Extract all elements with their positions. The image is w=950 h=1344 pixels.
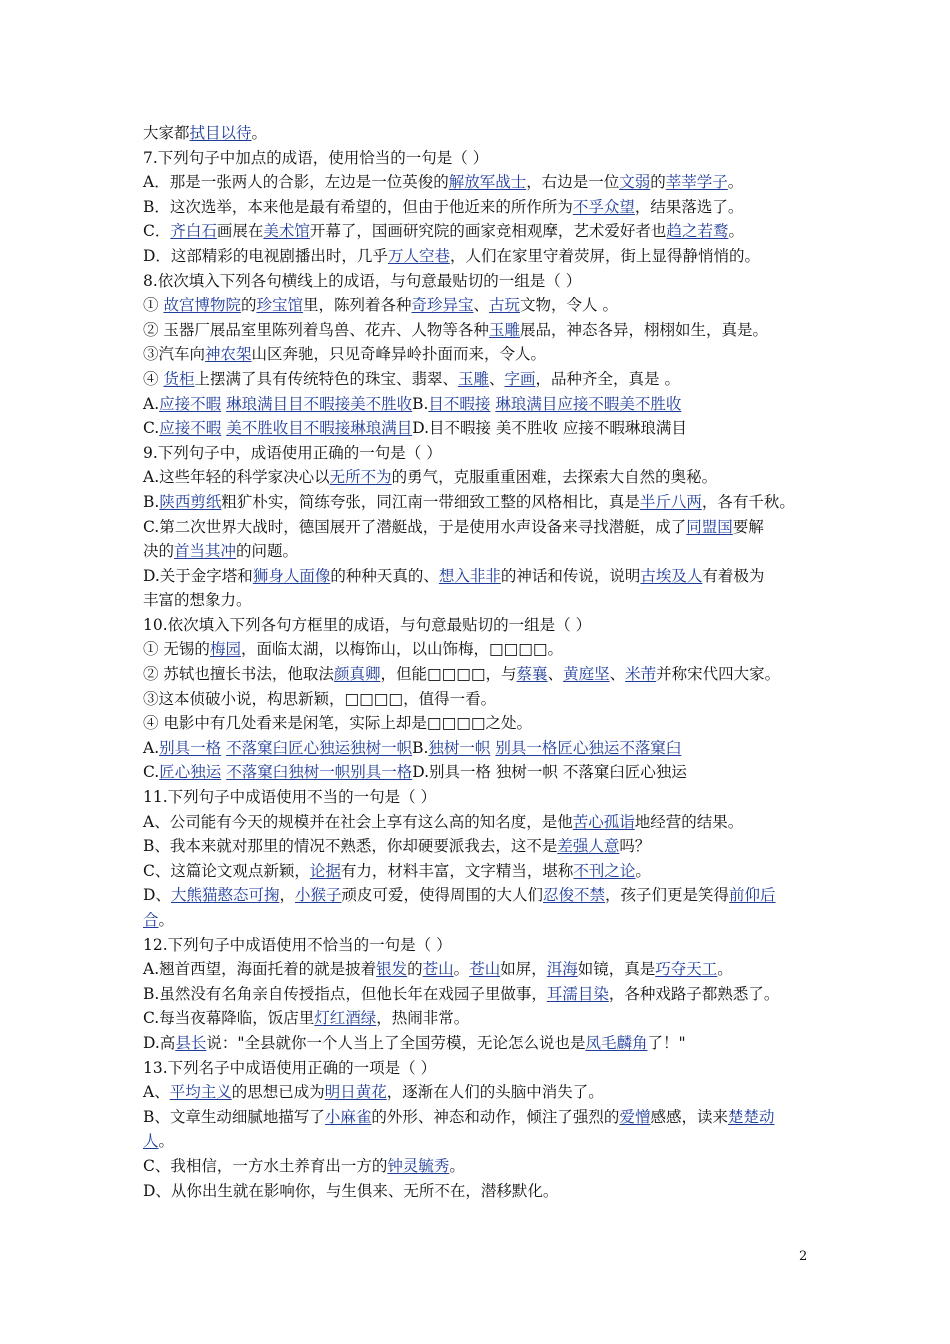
hyperlink[interactable]: 梅园	[209, 640, 241, 659]
page-number: 2	[799, 1249, 808, 1264]
text-segment: 的	[240, 296, 257, 315]
hyperlink[interactable]: 目不暇接	[428, 394, 491, 413]
text-segment: 8.依次填入下列各句横线上的成语，与句意最贴切的一组是（ ）	[143, 271, 582, 290]
hyperlink[interactable]: 字画	[504, 369, 536, 388]
hyperlink[interactable]: 县长	[175, 1033, 207, 1052]
text-segment: B、文章生动细腻地描写了	[143, 1107, 325, 1126]
text-segment: 。	[251, 124, 268, 142]
text-segment: 。	[158, 1132, 175, 1151]
text-segment: 展品，神态各异，栩栩如生，真是。	[519, 320, 768, 339]
text-segment: B.	[412, 394, 429, 413]
text-line	[143, 367, 823, 392]
hyperlink[interactable]: 苍山	[422, 960, 454, 979]
text-segment: ① 无锡的	[143, 640, 210, 659]
text-line	[143, 1080, 823, 1105]
text-segment: ，各种戏路子都熟悉了。	[608, 984, 780, 1003]
hyperlink[interactable]: 同盟国	[686, 517, 733, 536]
hyperlink[interactable]: 半斤八两	[639, 492, 702, 511]
text-line	[143, 465, 823, 490]
text-line	[143, 515, 823, 540]
text-line	[143, 982, 823, 1007]
text-line	[143, 1056, 823, 1081]
text-segment: 12.下列句子中成语使用不恰当的一句是（ ）	[143, 935, 452, 954]
text-segment: C.每当夜幕降临，饭店里	[143, 1009, 315, 1028]
text-segment: 的外形、神态和动作，倾注了强烈的	[371, 1107, 620, 1126]
text-segment: C、这篇论文观点新颖，	[143, 861, 310, 880]
text-segment: 的勇气，克服重重困难，去探索大自然的奥秘。	[391, 468, 718, 487]
text-line	[143, 146, 823, 171]
text-segment: 10.依次填入下列各句方框里的成语，与句意最贴切的一组是（ ）	[143, 615, 592, 634]
text-segment: 。	[453, 960, 470, 979]
text-line	[143, 392, 823, 417]
hyperlink[interactable]: 古玩	[489, 296, 521, 315]
hyperlink[interactable]: 别具一格匠心独运不落窠臼	[495, 738, 682, 757]
text-line	[143, 834, 823, 859]
text-segment: 的	[650, 173, 666, 192]
hyperlink[interactable]: 明日黄花	[324, 1083, 387, 1102]
text-line	[143, 736, 823, 761]
hyperlink[interactable]: 黄庭坚	[563, 665, 610, 684]
text-segment: ，但能□□□□，与	[380, 665, 517, 684]
text-segment: 。	[717, 960, 733, 979]
hyperlink[interactable]: 论据	[309, 861, 341, 880]
text-segment: B.虽然没有名角亲自传授指点，但他长年在戏园子里做事，	[143, 984, 547, 1003]
hyperlink[interactable]: 狮身人面像	[252, 566, 331, 585]
text-line	[143, 416, 823, 441]
text-segment: 丰富的想象力。	[143, 591, 252, 610]
hyperlink[interactable]: 齐白石	[170, 222, 217, 241]
hyperlink[interactable]: 洱海	[546, 960, 578, 979]
hyperlink[interactable]: 解放军战士	[448, 173, 527, 192]
hyperlink[interactable]: 珍宝馆	[256, 296, 303, 315]
text-segment: ④ 电影中有几处看来是闲笔，实际上却是□□□□之处。	[143, 714, 533, 733]
text-segment: ，面临太湖，以梅饰山，以山饰梅，□□□□。	[240, 640, 564, 659]
text-line	[143, 908, 823, 933]
text-segment: 大家都	[143, 124, 190, 142]
text-segment: 。	[635, 861, 651, 880]
text-line	[143, 342, 823, 367]
hyperlink[interactable]: 不刊之论	[573, 861, 636, 880]
hyperlink[interactable]: 货柜	[163, 369, 195, 388]
text-segment: D、	[143, 886, 171, 905]
text-line	[143, 564, 823, 589]
hyperlink[interactable]: 莘莘学子	[665, 173, 728, 192]
hyperlink[interactable]: 爱憎	[619, 1107, 651, 1126]
hyperlink[interactable]: 苍山	[469, 960, 501, 979]
text-line	[143, 170, 823, 195]
text-segment: 吗？	[619, 837, 651, 856]
text-segment: 决的	[143, 542, 175, 561]
text-line	[143, 1006, 823, 1031]
text-line	[143, 1179, 823, 1204]
text-segment: A.翘首西望，海面托着的就是披着	[143, 960, 377, 979]
hyperlink[interactable]: 应接不暇	[159, 394, 222, 413]
hyperlink[interactable]: 奇珍异宝	[411, 296, 474, 315]
text-line	[143, 1105, 823, 1130]
text-segment: ①	[143, 296, 164, 315]
text-segment: C、我相信，一方水土养育出一方的	[143, 1156, 388, 1175]
text-segment: 山区奔驰，只见奇峰异岭扑面而来，令人。	[251, 345, 547, 364]
hyperlink[interactable]: 平均主义	[169, 1083, 232, 1102]
hyperlink[interactable]: 应接不暇	[159, 419, 222, 438]
hyperlink[interactable]: 古埃及人	[640, 566, 703, 585]
text-line	[143, 490, 823, 515]
hyperlink[interactable]: 美不胜收目不暇接琳琅满目	[226, 419, 413, 438]
text-line	[143, 957, 823, 982]
text-segment: 并称宋代四大家。	[656, 665, 781, 684]
text-line	[143, 121, 823, 146]
text-line	[143, 810, 823, 835]
text-segment: C．	[143, 222, 171, 241]
hyperlink[interactable]: 美术馆	[263, 222, 310, 241]
text-line	[143, 195, 823, 220]
text-segment: A．那是一张两人的合影，左边是一位英俊的	[143, 173, 449, 192]
text-segment: C.	[143, 763, 160, 782]
text-line	[143, 883, 823, 908]
text-segment: 的问题。	[236, 542, 299, 561]
hyperlink[interactable]: 首当其冲	[174, 542, 237, 561]
text-segment: 的	[407, 960, 423, 979]
hyperlink[interactable]: 合	[143, 911, 159, 929]
hyperlink[interactable]: 无所不为	[329, 468, 392, 487]
hyperlink[interactable]: 前仰后	[729, 886, 776, 905]
hyperlink[interactable]: 小猴子	[294, 886, 342, 905]
text-segment: C.第二次世界大战时，德国展开了潜艇战，于是使用水声设备来寻找潜艇，成了	[143, 517, 687, 536]
text-line	[143, 1154, 823, 1179]
hyperlink[interactable]: 不落窠臼独树一帜别具一格	[226, 763, 413, 782]
hyperlink[interactable]: 故宫博物院	[163, 296, 241, 315]
text-segment: 的思想已成为	[231, 1083, 325, 1102]
hyperlink[interactable]: 差强人意	[557, 837, 620, 856]
text-segment: 了！"	[647, 1033, 686, 1052]
text-segment: 感感，读来	[650, 1107, 728, 1126]
text-segment: A、	[143, 1083, 170, 1102]
text-line	[143, 539, 823, 564]
text-line	[143, 785, 823, 810]
hyperlink[interactable]: 琳琅满目目不暇接美不胜收	[226, 394, 413, 413]
text-segment: 如屏，	[500, 960, 547, 979]
text-segment: 顽皮可爱，使得周围的大人们	[341, 886, 543, 905]
text-line	[143, 933, 823, 958]
text-segment: ，品种齐全，真是 。	[535, 369, 680, 388]
text-segment: 文物，令人 。	[520, 296, 618, 315]
text-segment: 9.下列句子中，成语使用正确的一句是（ ）	[143, 443, 442, 462]
hyperlink[interactable]: 巧夺天工	[655, 960, 718, 979]
hyperlink[interactable]: 灯红酒绿	[314, 1009, 377, 1028]
text-segment: 。	[727, 173, 744, 192]
text-segment: ③这本侦破小说，构思新颖，□□□□，值得一看。	[143, 689, 497, 708]
text-segment: 11.下列句子中成语使用不当的一句是（ ）	[143, 788, 437, 807]
text-segment: ③汽车向	[143, 345, 206, 364]
text-segment: B.	[143, 492, 160, 511]
text-line	[143, 293, 823, 318]
hyperlink[interactable]: 万人空巷	[387, 246, 450, 265]
text-segment: 要解	[732, 517, 764, 536]
text-line	[143, 318, 823, 343]
hyperlink[interactable]: 神农架	[205, 345, 252, 364]
text-segment: D.高	[143, 1033, 176, 1052]
text-segment: ，孩子们更是笑得	[605, 886, 730, 905]
hyperlink[interactable]: 米芾	[625, 665, 657, 684]
text-segment: D.关于金字塔和	[143, 566, 253, 585]
text-segment: D、从你出生就在影响你，与生俱来、无所不在，潜移默化。	[143, 1181, 559, 1200]
text-segment: 。	[449, 1156, 465, 1175]
text-segment: 如镜，真是	[577, 960, 656, 979]
hyperlink[interactable]: 耳濡目染	[546, 984, 609, 1003]
hyperlink[interactable]: 别具一格	[159, 738, 222, 757]
text-segment: 、	[547, 665, 564, 684]
document-page	[143, 121, 823, 1203]
text-segment: 上摆满了具有传统特色的珠宝、翡翠、	[194, 369, 458, 388]
text-segment: ，逐渐在人们的头脑中消失了。	[386, 1083, 604, 1102]
text-line	[143, 760, 823, 785]
hyperlink[interactable]: 不孚众望	[572, 197, 635, 216]
text-segment: 说："全县就你一个人当上了全国劳模，无论怎么说也是	[206, 1033, 586, 1052]
hyperlink[interactable]: 玉雕	[457, 369, 489, 388]
text-line	[143, 687, 823, 712]
text-segment: B．这次选举，本来他是最有希望的，但由于他近来的所作所为	[143, 197, 573, 216]
text-segment: A、公司能有今天的规模并在社会上享有这么高的知名度，是他	[143, 812, 573, 831]
hyperlink[interactable]: 独树一帜	[428, 738, 491, 757]
text-segment: A.	[143, 394, 160, 413]
hyperlink[interactable]: 凤毛麟角	[585, 1033, 648, 1052]
text-segment: ，热闹非常。	[376, 1009, 470, 1028]
text-line	[143, 711, 823, 736]
text-segment: ④	[143, 369, 164, 388]
text-segment: ② 苏轼也擅长书法，他取法	[143, 665, 334, 684]
text-segment: D.别具一格 独树一帜 不落窠臼匠心独运	[412, 763, 687, 782]
text-line	[143, 441, 823, 466]
text-segment: A.	[143, 738, 160, 757]
text-segment: D.目不暇接 美不胜收 应接不暇琳琅满目	[412, 419, 687, 438]
hyperlink[interactable]: 颜真卿	[333, 665, 381, 684]
text-line	[143, 1031, 823, 1056]
hyperlink[interactable]: 大熊猫憨态可掬	[170, 886, 280, 905]
text-line	[143, 662, 823, 687]
text-segment: 画展在	[216, 222, 264, 241]
text-line	[143, 859, 823, 884]
text-segment: B.	[412, 738, 429, 757]
text-line	[143, 269, 823, 294]
hyperlink[interactable]: 匠心独运	[159, 763, 222, 782]
text-segment: 里，陈列着各种	[302, 296, 412, 315]
text-segment: B、我本来就对那里的情况不熟悉，你却硬要派我去，这不是	[143, 837, 558, 856]
text-segment: 的神话和传说，说明	[500, 566, 641, 585]
text-line	[143, 1129, 823, 1154]
hyperlink[interactable]: 苦心孤诣	[572, 812, 635, 831]
text-segment: 。	[728, 222, 744, 241]
text-segment: ，人们在家里守着荧屏，街上显得静悄悄的。	[449, 246, 760, 265]
hyperlink[interactable]: 文弱	[619, 173, 651, 192]
text-segment: ，右边是一位	[526, 173, 620, 192]
text-segment: 地经营的结果。	[634, 812, 744, 831]
text-segment: 、	[473, 296, 490, 315]
hyperlink[interactable]: 人	[143, 1132, 159, 1151]
text-line	[143, 244, 823, 269]
hyperlink[interactable]: 陕西剪纸	[159, 492, 222, 511]
hyperlink[interactable]: 琳琅满目应接不暇美不胜收	[495, 394, 682, 413]
text-segment: 7.下列句子中加点的成语，使用恰当的一句是（ ）	[143, 148, 489, 167]
text-segment: A.这些年轻的科学家决心以	[143, 468, 330, 487]
text-segment: 13.下列名子中成语使用正确的一项是（ ）	[143, 1058, 437, 1077]
text-line	[143, 613, 823, 638]
hyperlink[interactable]: 忍俊不禁	[543, 886, 606, 905]
hyperlink[interactable]: 楚楚动	[727, 1107, 775, 1126]
text-segment: C.	[143, 419, 160, 438]
hyperlink[interactable]: 钟灵毓秀	[387, 1156, 450, 1175]
text-segment: 的种种天真的、	[330, 566, 439, 585]
text-segment: 、	[609, 665, 626, 684]
text-segment: 有着极为	[702, 566, 765, 585]
text-line	[143, 219, 823, 244]
hyperlink[interactable]: 银发	[376, 960, 408, 979]
text-segment: 开幕了，国画研究院的画家竞相观摩，艺术爱好者也	[309, 222, 667, 241]
text-line	[143, 588, 823, 613]
hyperlink[interactable]: 玉雕	[488, 320, 520, 339]
text-segment: ，	[279, 886, 295, 905]
text-segment: 、	[488, 369, 505, 388]
hyperlink[interactable]: 趋之若鹜	[666, 222, 729, 241]
text-segment: 有力，材料丰富，文字精当，堪称	[340, 861, 574, 880]
hyperlink[interactable]: 想入非非	[438, 566, 501, 585]
text-segment: D．这部精彩的电视剧播出时，几乎	[143, 246, 388, 265]
text-segment: 粗犷朴实，简练夸张，同江南一带细致工整的风格相比，真是	[221, 492, 640, 511]
hyperlink[interactable]: 拭目以待	[189, 124, 252, 142]
text-segment: ② 玉器厂展品室里陈列着鸟兽、花卉、人物等各种	[143, 320, 489, 339]
hyperlink[interactable]: 蔡襄	[516, 665, 548, 684]
text-segment: ，结果落选了。	[634, 197, 744, 216]
hyperlink[interactable]: 不落窠臼匠心独运独树一帜	[226, 738, 413, 757]
hyperlink[interactable]: 小麻雀	[324, 1107, 372, 1126]
text-line	[143, 637, 823, 662]
text-segment: ，各有千秋。	[701, 492, 795, 511]
text-segment: 。	[158, 911, 175, 929]
